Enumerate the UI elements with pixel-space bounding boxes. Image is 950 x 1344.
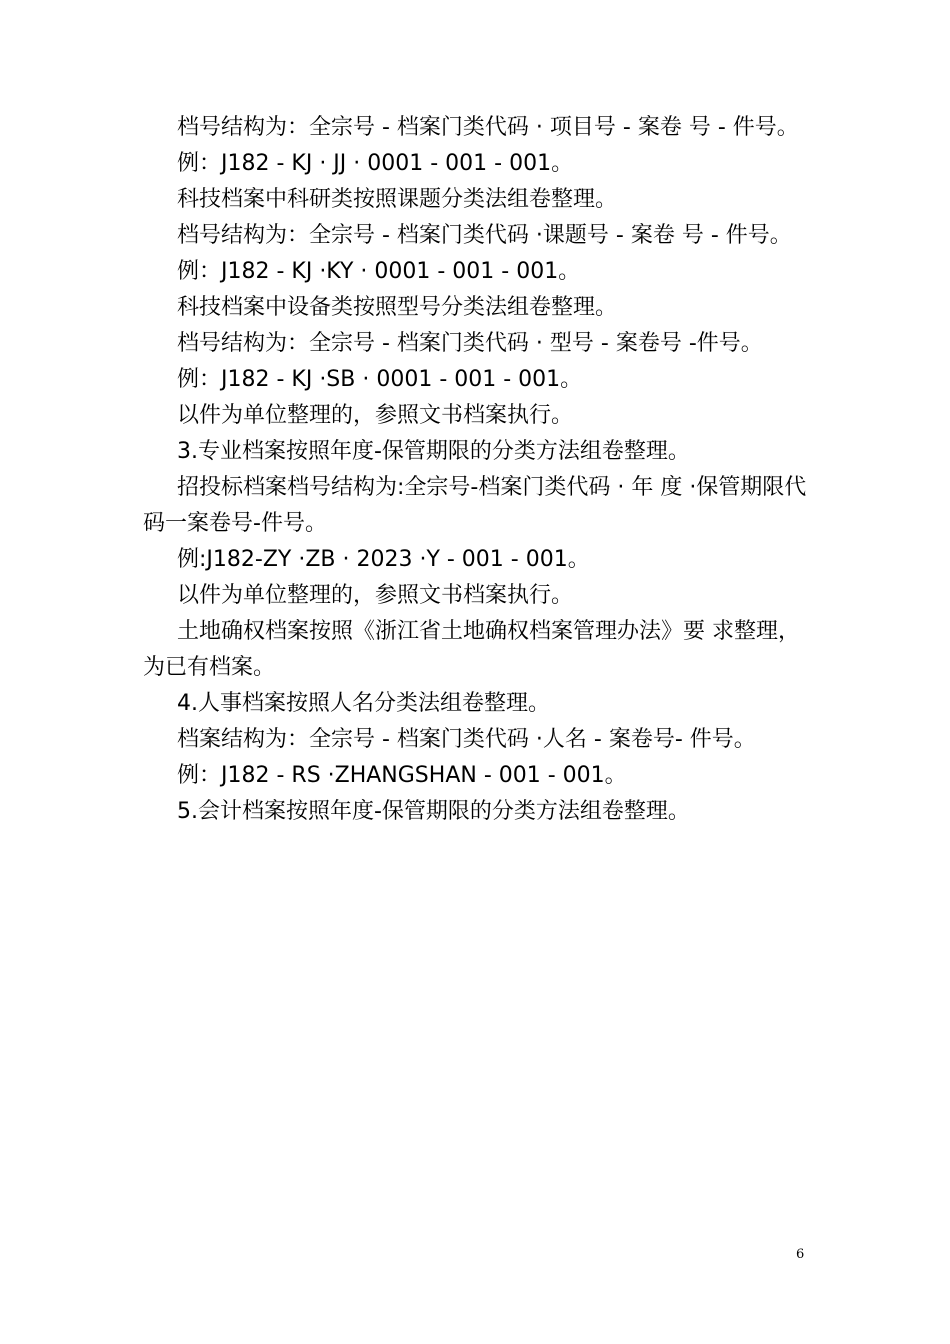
paragraph: 以件为单位整理的，参照文书档案执行。 [177,403,574,428]
paragraph: 3.专业档案按照年度-保管期限的分类方法组卷整理。 [177,439,690,464]
document-body [143,110,808,830]
paragraph: 招投标档案档号结构为:全宗号-档案门类代码 · 年 度 ·保管期限代码一案卷号-件号。 [143,475,807,536]
paragraph: 档号结构为：全宗号 - 档案门类代码 ·课题号 - 案卷 号 - 件号。 [177,223,792,248]
paragraph: 例：J182 - KJ ·KY · 0001 - 001 - 001。 [177,259,581,284]
paragraph: 5.会计档案按照年度-保管期限的分类方法组卷整理。 [177,799,690,824]
paragraph: 科技档案中设备类按照型号分类法组卷整理。 [177,295,618,320]
paragraph: 档号结构为：全宗号 - 档案门类代码 · 项目号 - 案卷 号 - 件号。 [177,115,799,140]
paragraph: 例:J182-ZY ·ZB · 2023 ·Y - 001 - 001。 [177,547,590,572]
paragraph: 以件为单位整理的，参照文书档案执行。 [177,583,574,608]
paragraph: 科技档案中科研类按照课题分类法组卷整理。 [177,187,618,212]
paragraph: 例：J182 - KJ ·SB · 0001 - 001 - 001。 [177,367,583,392]
paragraph: 例：J182 - KJ · JJ · 0001 - 001 - 001。 [177,151,574,176]
paragraph: 档案结构为：全宗号 - 档案门类代码 ·人名 - 案卷号- 件号。 [177,727,756,752]
paragraph: 例：J182 - RS ·ZHANGSHAN - 001 - 001。 [177,763,627,788]
paragraph: 档号结构为：全宗号 - 档案门类代码 · 型号 - 案卷号 -件号。 [177,331,763,356]
page-number: 6 [796,1247,805,1262]
paragraph: 土地确权档案按照《浙江省土地确权档案管理办法》要 求整理，为已有档案。 [143,619,800,680]
paragraph: 4.人事档案按照人名分类法组卷整理。 [177,691,550,716]
